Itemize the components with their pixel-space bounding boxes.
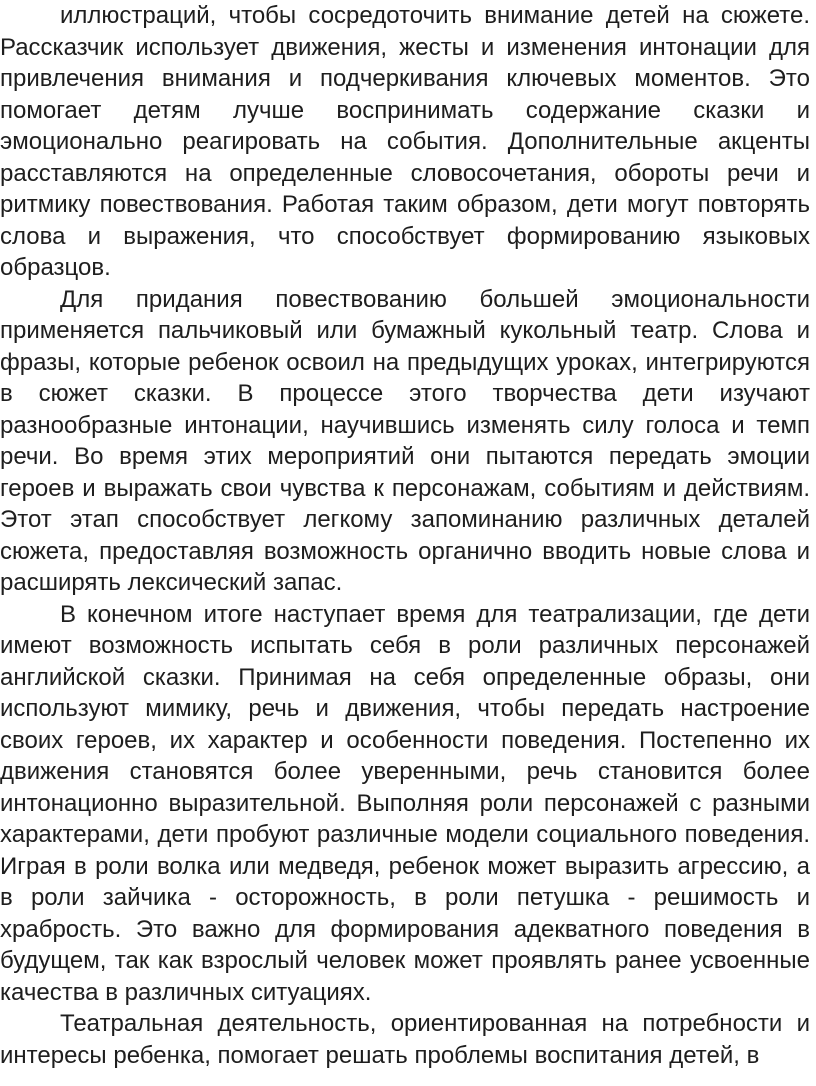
paragraph-3: В конечном итоге наступает время для театрализации, где дети имеют возможность испытать себя в роли различных персонажей английской сказки. Принимая на себя определенные образы, они используют мимику, речь и движения, чтобы передать настроение своих героев, их характер и особенности поведения. Постепенно их движения становятся более уверенными, речь становится более интонационно выразительной. Выполняя роли персонажей с разными характерами, дети пробуют различные модели социального поведения. Играя в роли волка или медведя, ребенок может выразить агрессию, а в роли зайчика - осторожность, в роли петушка - решимость и храбрость. Это важно для формирования адекватного поведения в будущем, так как взрослый человек может проявлять ранее усвоенные качества в различных ситуациях. — [0, 600, 810, 1006]
paragraph-2: Для придания повествованию большей эмоциональности применяется пальчиковый или бумажный кукольный театр. Слова и фразы, которые ребенок освоил на предыдущих уроках, интегрируются в сюжет сказки. В процессе этого творчества дети изучают разнообразные интонации, научившись изменять силу голоса и темп речи. Во время этих мероприятий они пытаются передать эмоции героев и выражать свои чувства к персонажам, событиям и действиям. Этот этап способствует легкому запоминанию различных деталей сюжета, предоставляя возможность органично вводить новые слова и расширять лексический запас. — [0, 285, 810, 596]
paragraph-4: Театральная деятельность, ориентированная на потребности и интересы ребенка, помогает решать проблемы воспитания детей, в — [0, 1010, 810, 1069]
paragraph-1: иллюстраций, чтобы сосредоточить внимание детей на сюжете. Рассказчик использует движения, жесты и изменения интонации для привлечения внимания и подчеркивания ключевых моментов. Это помогает детям лучше воспринимать содержание сказки и эмоционально реагировать на события. Дополнительные акценты расставляются на определенные словосочетания, обороты речи и ритмику повествования. Работая таким образом, дети могут повторять слова и выражения, что способствует формированию языковых образцов. — [0, 2, 810, 281]
